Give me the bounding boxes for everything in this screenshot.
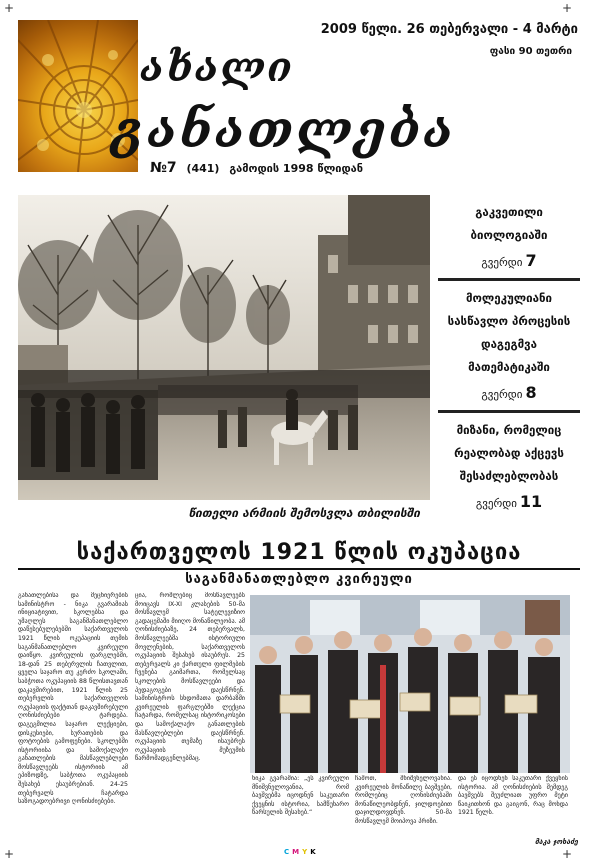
teaser-heading: მიზანი, რომელიც რეალობად აქცევს შესაძლებლობას [454,423,564,483]
hero-photo [18,195,430,500]
article-column-2: ცია, რომლებიც მოსწავლეებს მოიცავს IX-XI კლასების 50-მა მოსწავლემ სატელევიზიო გადაცემაში მიიღო მონაწილეობა. ამ ღონისძიებაზე, 24 თებერვალს, მოსწავლეებმა ისტორიული მოვლენების, საქართველოს ოკუპაციის შესახებ ისაუბრეს. 25 თებერვალს კი ქართული ფილმების ჩვენება გაიმართა, რომელსაც სკოლების მოსწავლეები და პედაგოგები დაესწრნენ. სამინისტროს სხდომათა დარბაზში კვირეულის ფარგლებში ლექცია ჩატარდა, რომელსაც ისტორიკოსები და სამოქალაქო განათლების მასწავლებლები დაესწრნენ. ოკუპაციის თემაზე ისაუბრეს ოკუპაციის მუზეუმის წარმომადგენლებმაც. [135,592,245,763]
teaser-heading: მოლეკულიანი სასწავლო პროცესის დაგეგმვა მათემატიკაში [447,291,571,374]
masthead-title-line2: განათლება [112,100,456,159]
teaser-page: გვერდი 8 [481,383,537,402]
teaser-heading: გაკვეთილი ბიოლოგიაში [470,205,548,242]
issue-date: 2009 წელი. 26 თებერვალი - 4 მარტი [320,22,578,37]
issue-total: (441) [186,162,220,175]
article-column-3: ნიკა გვარამია: „ეს კვირეული მნიშვნელოვანია, რომ ბავშვებმა იცოდნენ საკუთარი ქვეყნის ისტორია, სამწუხარო წარსულის შესახებ.“ [252,775,349,817]
crop-mark-icon: + [4,847,15,861]
article-headline: საქართველოს 1921 წლის ოკუპაცია [76,540,522,565]
teaser-goal[interactable] [438,413,580,519]
hero-photo-caption: წითელი არმიის შემოსვლა თბილისში [188,506,420,520]
sidebar-teasers [438,195,580,530]
price-label: ფასი 90 თეთრი [489,46,572,57]
article-column-5: და ეს იცოდნენ საკუთარი ქვეყნის ისტორია. ამ ღონისძიების შემდეგ ბავშვებს შეუძლიათ უფრო მეტი წაიკითხონ და გაიგონ, რაც მოხდა 1921 წელს. [458,775,568,817]
teaser-page: გვერდი 11 [475,492,543,511]
article-column-4: ჩამოთ, მნიშვნელოვანია. კვირეულის მონაწილე ბავშვები, რომლებიც ღონისძიებაში მონაწილეობდნენ, ჯილდოებით დაჯილდოვდნენ. 50-მა მოსწავლემ მოიპოვა პრიზი. [355,775,452,825]
teaser-biology[interactable] [438,195,580,281]
issue-info [150,160,369,176]
cmyk-registration: CMYK [284,848,319,856]
crop-mark-icon: + [562,847,573,861]
crop-mark-icon: + [4,1,15,15]
article-column-1: განათლებისა და მეცნიერების სამინისტრო - ნიკა გვარამიას ინიციატივით, სკოლებსა და უმაღლეს საგანმანათლებლო დაწესებულებებში საქართველოს 1921 წლის ოკუპაციის თემის საგანმანათლებლო კვირეული დაიწყო. კვირეულის ფარგლებში, 18-დან 25 თებერვლის ჩათვლით, ყველა საჯარო თუ კერძო სკოლაში, საბჭოთა ოკუპაციის 88 წლისთავთან დაკავშირებით, 1921 წლის 25 თებერვლის საქართველოს ოკუპაციის ფაქტთან დაკავშირებული ღონისძიებები ტარდება. დაგეგმილია საჯარო ლექციები, დისკუსიები, სურათების და ფოტოების გამოფენები. სკოლებში ისტორიისა და სამოქალაქო განათლების მასწავლებლები მოსწავლეებს ისტორიის ამ ეპიზოდზე, საბჭოთა ოკუპაციის შესახებ ესაუბრებიან. 24-25 თებერვალს ჩატარდა საზოგადოებრივი ღონისძიებები. [18,592,128,806]
since-label: გამოდის 1998 წლიდან [229,162,363,175]
students-photo [250,595,570,773]
issue-number: №7 [150,160,177,176]
teaser-math-planning[interactable] [438,281,580,413]
teaser-page: გვერდი 7 [481,251,537,270]
article-subhead: საგანმანათლებლო კვირეული [185,572,413,587]
article-author: მაკა ჯოხაძე [534,838,578,846]
headline-divider [18,568,580,570]
masthead-title-line1: ახალი [140,44,294,91]
crop-mark-icon: + [562,1,573,15]
